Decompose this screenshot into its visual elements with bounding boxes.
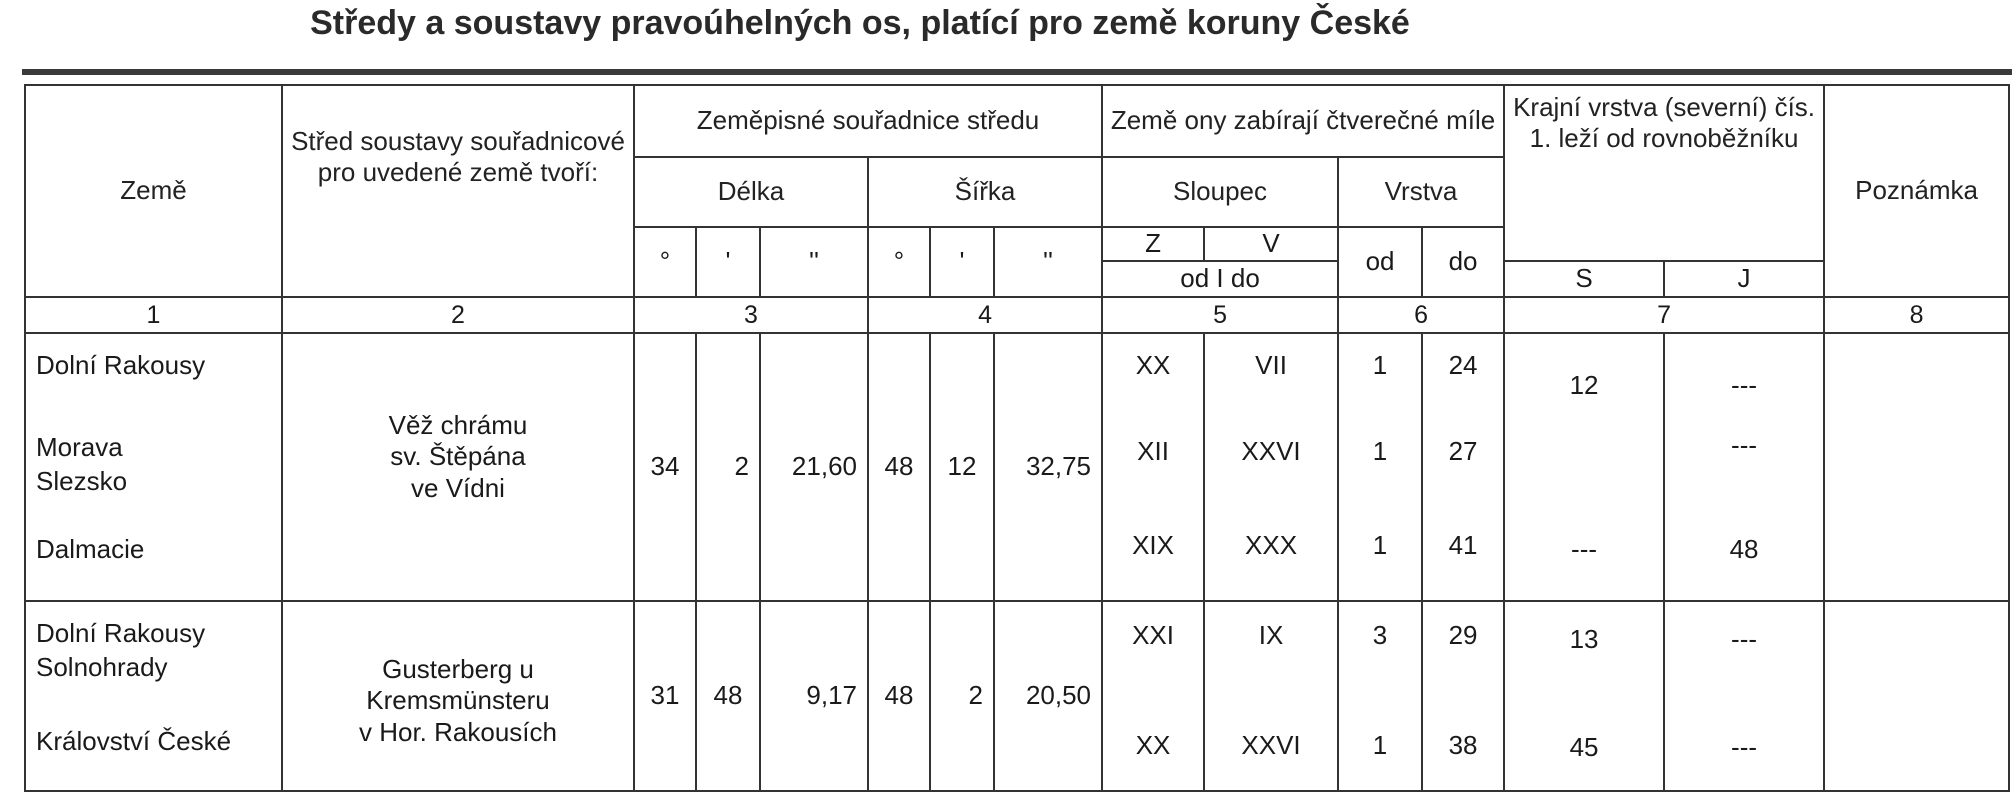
- value: 38: [1448, 730, 1478, 760]
- header-v: V: [1204, 227, 1338, 261]
- lands-cell: [25, 333, 282, 601]
- vrstva-do: [1422, 333, 1504, 601]
- value: ---: [1731, 732, 1758, 762]
- value: 3: [1372, 620, 1388, 650]
- header-s: S: [1504, 261, 1664, 297]
- value: XX: [1135, 350, 1171, 380]
- header-sirka: Šířka: [868, 157, 1102, 227]
- sirka-deg: 48: [868, 601, 930, 791]
- column-number: 1: [25, 297, 282, 333]
- table-row: [25, 601, 2009, 791]
- delka-deg: 34: [634, 333, 696, 601]
- header-zeme: Země: [25, 85, 282, 297]
- value: ---: [1731, 430, 1758, 460]
- delka-deg: 31: [634, 601, 696, 791]
- table-row: [25, 333, 2009, 601]
- top-rule: [22, 69, 2012, 75]
- value: IX: [1258, 620, 1284, 650]
- value: 27: [1448, 436, 1478, 466]
- value: 24: [1448, 350, 1478, 380]
- value: XXVI: [1241, 436, 1301, 466]
- center-cell: [282, 333, 634, 601]
- page-title: Středy a soustavy pravoúhelných os, platící pro země koruny České: [310, 4, 1410, 42]
- header-delka-min: ': [696, 227, 760, 297]
- value: ---: [1731, 624, 1758, 654]
- column-number: 6: [1338, 297, 1504, 333]
- value: 45: [1569, 732, 1599, 762]
- value: XXI: [1132, 620, 1174, 650]
- land-name: Dalmacie: [36, 534, 145, 564]
- center-line: Gusterberg u: [382, 654, 534, 685]
- sloupec-v: [1204, 333, 1338, 601]
- krajni-s: [1504, 601, 1664, 791]
- header-do: do: [1422, 227, 1504, 297]
- column-number: 8: [1824, 297, 2009, 333]
- header-j: J: [1664, 261, 1824, 297]
- header-krajni: Krajní vrstva (severní) čís. 1. leží od rovnoběžníku: [1504, 85, 1824, 261]
- land-name: Dolní Rakousy: [36, 350, 206, 380]
- vrstva-od: [1338, 601, 1422, 791]
- krajni-j: [1664, 601, 1824, 791]
- value: 1: [1372, 530, 1388, 560]
- value: 13: [1569, 624, 1599, 654]
- value: 48: [1729, 534, 1759, 564]
- delka-sec: 21,60: [760, 333, 868, 601]
- poznamka-cell: [1824, 333, 2009, 601]
- delka-min: 48: [696, 601, 760, 791]
- value: XIX: [1132, 530, 1174, 560]
- lands-cell: [25, 601, 282, 791]
- delka-min: 2: [696, 333, 760, 601]
- value: 29: [1448, 620, 1478, 650]
- krajni-j: [1664, 333, 1824, 601]
- land-name: Království České: [36, 726, 232, 756]
- sirka-sec: 32,75: [994, 333, 1102, 601]
- coordinate-table: [24, 84, 2010, 792]
- sirka-deg: 48: [868, 333, 930, 601]
- sirka-min: 12: [930, 333, 994, 601]
- poznamka-cell: [1824, 601, 2009, 791]
- land-name: Solnohrady: [36, 652, 168, 682]
- header-sirka-sec: '': [994, 227, 1102, 297]
- value: ---: [1731, 370, 1758, 400]
- header-sirka-deg: °: [868, 227, 930, 297]
- header-mile: Země ony zabírají čtverečné míle: [1102, 85, 1504, 157]
- land-name: Dolní Rakousy: [36, 618, 206, 648]
- header-odido: od I do: [1102, 261, 1338, 297]
- header-souradnice: Zeměpisné souřadnice středu: [634, 85, 1102, 157]
- header-sloupec: Sloupec: [1102, 157, 1338, 227]
- value: 1: [1372, 350, 1388, 380]
- value: ---: [1571, 534, 1598, 564]
- value: XXX: [1245, 530, 1298, 560]
- column-number: 3: [634, 297, 868, 333]
- column-number: 2: [282, 297, 634, 333]
- sloupec-v: [1204, 601, 1338, 791]
- center-line: Věž chrámu: [388, 410, 528, 441]
- value: XII: [1137, 436, 1169, 466]
- vrstva-do: [1422, 601, 1504, 791]
- center-line: ve Vídni: [411, 472, 505, 503]
- sirka-min: 2: [930, 601, 994, 791]
- column-number: 5: [1102, 297, 1338, 333]
- center-line: sv. Štěpána: [390, 441, 526, 472]
- header-vrstva: Vrstva: [1338, 157, 1504, 227]
- sloupec-z: [1102, 601, 1204, 791]
- header-sirka-min: ': [930, 227, 994, 297]
- header-od: od: [1338, 227, 1422, 297]
- center-line: Kremsmünsteru: [366, 685, 550, 716]
- sirka-sec: 20,50: [994, 601, 1102, 791]
- value: VII: [1255, 350, 1287, 380]
- header-delka-deg: °: [634, 227, 696, 297]
- value: XXVI: [1241, 730, 1301, 760]
- header-delka: Délka: [634, 157, 868, 227]
- value: 1: [1372, 436, 1388, 466]
- column-number: 7: [1504, 297, 1824, 333]
- center-cell: [282, 601, 634, 791]
- land-name: Morava: [36, 432, 123, 462]
- header-z: Z: [1102, 227, 1204, 261]
- sloupec-z: [1102, 333, 1204, 601]
- header-stred: Střed soustavy souřadnicové pro uvedené země tvoří:: [282, 85, 634, 297]
- center-line: v Hor. Rakousích: [359, 716, 557, 747]
- vrstva-od: [1338, 333, 1422, 601]
- delka-sec: 9,17: [760, 601, 868, 791]
- value: 41: [1448, 530, 1478, 560]
- header-poznamka: Poznámka: [1824, 85, 2009, 297]
- krajni-s: [1504, 333, 1664, 601]
- value: XX: [1135, 730, 1171, 760]
- header-delka-sec: '': [760, 227, 868, 297]
- value: 12: [1569, 370, 1599, 400]
- column-number: 4: [868, 297, 1102, 333]
- value: 1: [1372, 730, 1388, 760]
- land-name: Slezsko: [36, 466, 128, 496]
